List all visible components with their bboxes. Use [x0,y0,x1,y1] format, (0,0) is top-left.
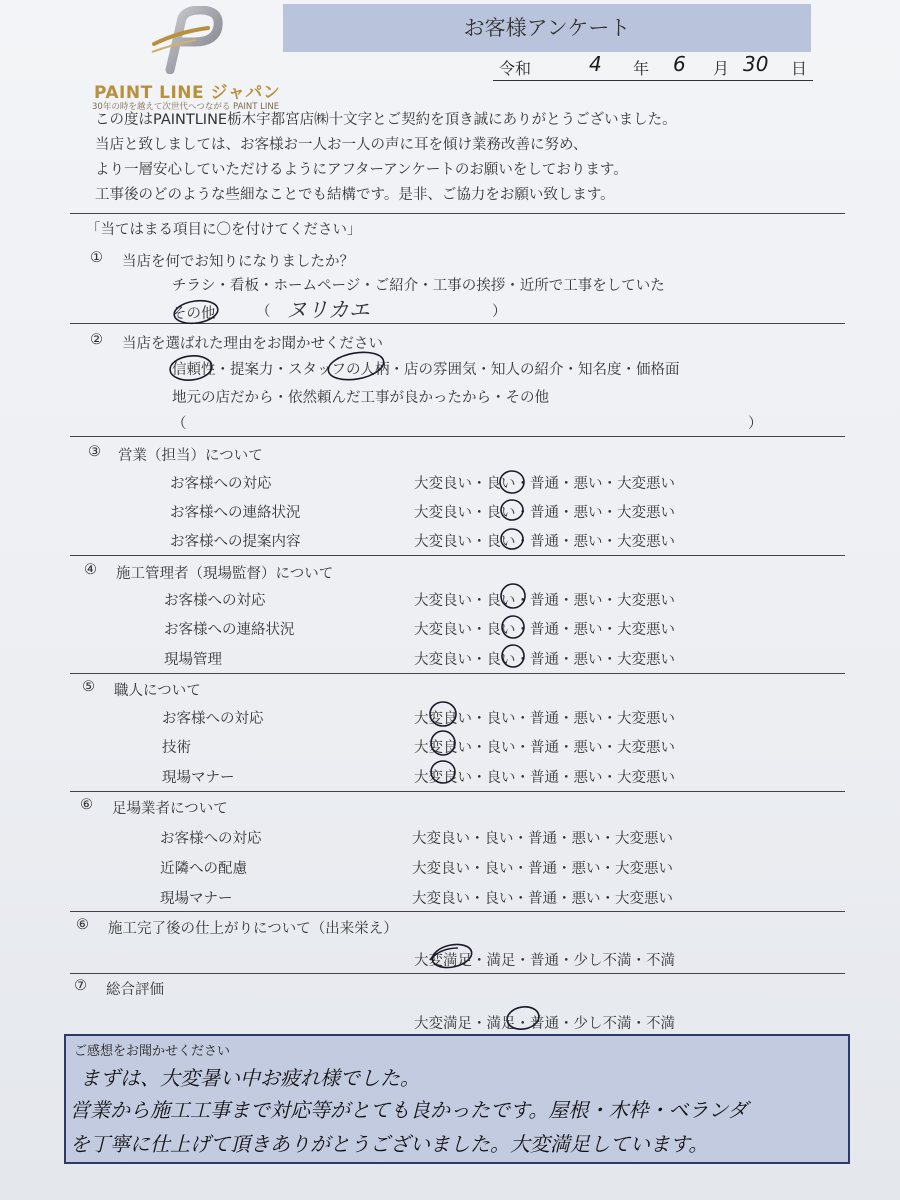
q5-item: お客様への対応 [162,711,264,727]
date-day-unit: 日 [791,59,808,78]
q5-item: 現場マナー [162,770,235,786]
rating-scale: 大変良い・良い・普通・悪い・大変悪い [414,476,675,492]
q1-other-label: その他 [172,306,216,322]
comment-line: を丁寧に仕上げて頂きありがとうございました。大変満足しています。 [70,1132,709,1156]
q4-item: 現場管理 [164,652,222,668]
rating-scale: 大変良い・良い・普通・悪い・大変悪い [414,534,675,550]
q4-item: お客様への連絡状況 [164,622,295,638]
intro-line: 当店と致しましては、お客様お一人お一人の声に耳を傾け業務改善に努め、 [95,137,588,153]
q3-item: お客様への対応 [170,476,272,492]
rating-scale: 大変良い・良い・普通・悪い・大変悪い [414,652,675,668]
q6a-item: 近隣への配慮 [160,861,247,877]
q1-paren-close: ） [492,304,507,320]
q1-other-answer: ヌリカエ [286,298,370,322]
rating-scale: 大変良い・良い・普通・悪い・大変悪い [412,891,673,907]
date-month: 6 [673,52,686,76]
q5-title: 職人について [114,683,201,699]
logo-brand: PAINT LINE ジャパン [94,83,281,103]
q6a-item: 現場マナー [160,891,233,907]
date-era: 令和 [499,59,532,78]
q1-options: チラシ・看板・ホームページ・ご紹介・工事の挨拶・近所で工事をしていた [172,278,665,294]
intro-line: より一層安心していただけるようにアフターアンケートのお願いをしております。 [95,162,628,178]
divider [70,911,845,912]
comment-box [64,1034,850,1164]
q4-item: お客様への対応 [164,593,266,609]
q2-options-2: 地元の店だから・依然頼んだ工事が良かったから・その他 [172,390,549,406]
q4-number: ④ [84,562,97,578]
q6b-title: 施工完了後の仕上がりについて（出来栄え） [108,921,398,937]
date-line [493,54,813,81]
date-year-unit: 年 [633,59,650,78]
intro-text [95,108,677,208]
q7-title: 総合評価 [106,982,164,998]
satisfaction-scale: 大変満足・満足・普通・少し不満・不満 [414,953,675,969]
q6a-title: 足場業者について [112,801,228,817]
q3-title: 営業（担当）について [118,448,263,464]
rating-scale: 大変良い・良い・普通・悪い・大変悪い [414,505,675,521]
company-logo [88,6,288,110]
q1-number: ① [90,250,103,266]
q5-item: 技術 [162,740,191,756]
date-month-unit: 月 [713,59,730,78]
divider [70,213,845,214]
divider [70,973,845,974]
divider [70,555,845,556]
q6b-number: ⑥ [76,917,89,933]
divider [70,673,845,674]
q2-number: ② [90,332,103,348]
rating-scale: 大変良い・良い・普通・悪い・大変悪い [414,770,675,786]
q2-options-1: 信頼性・提案力・スタッフの人柄・店の雰囲気・知人の紹介・知名度・価格面 [172,362,680,378]
page-title: お客様アンケート [283,4,811,52]
rating-scale: 大変良い・良い・普通・悪い・大変悪い [414,740,675,756]
q3-item: お客様への連絡状況 [170,505,301,521]
intro-line: 工事後のどのような些細なことでも結構です。是非、ご協力をお願い致します。 [95,187,615,203]
rating-scale: 大変良い・良い・普通・悪い・大変悪い [414,593,675,609]
q4-title: 施工管理者（現場監督）について [116,566,334,582]
comment-title: ご感想をお聞かせください [74,1044,231,1059]
divider [70,791,845,792]
rating-scale: 大変良い・良い・普通・悪い・大変悪い [412,831,673,847]
q7-number: ⑦ [74,978,87,994]
intro-line: この度はPAINTLINE栃木宇都宮店㈱十文字とご契約を頂き誠にありがとうございました。 [95,112,677,128]
q6a-item: お客様への対応 [160,831,262,847]
q1-paren-open: （ [256,304,271,320]
q3-item: お客様への提案内容 [170,534,301,550]
comment-line: まずは、大変暑い中お疲れ様でした。 [80,1066,420,1090]
logo-p-icon [148,6,228,74]
q2-paren-open: （ [172,416,187,432]
date-year: 4 [589,52,602,76]
divider [70,323,845,324]
instruction: 「当てはまる項目に〇を付けてください」 [86,222,362,238]
q2-question: 当店を選ばれた理由をお聞かせください [122,336,383,352]
q6a-number: ⑥ [80,797,93,813]
comment-line: 営業から施工工事まで対応等がとても良かったです。屋根・木枠・ベランダ [70,1098,748,1122]
rating-scale: 大変良い・良い・普通・悪い・大変悪い [414,622,675,638]
logo-tagline: 30年の時を越えて次世代へつながる PAINT LINE [92,102,280,112]
q5-number: ⑤ [82,679,95,695]
q3-number: ③ [88,444,101,460]
divider [70,436,845,437]
rating-scale: 大変良い・良い・普通・悪い・大変悪い [412,861,673,877]
q2-paren-close: ） [748,416,763,432]
satisfaction-scale: 大変満足・満足・普通・少し不満・不満 [414,1016,675,1032]
rating-scale: 大変良い・良い・普通・悪い・大変悪い [414,711,675,727]
date-day: 30 [743,52,769,76]
q1-question: 当店を何でお知りになりましたか？ [122,254,354,270]
